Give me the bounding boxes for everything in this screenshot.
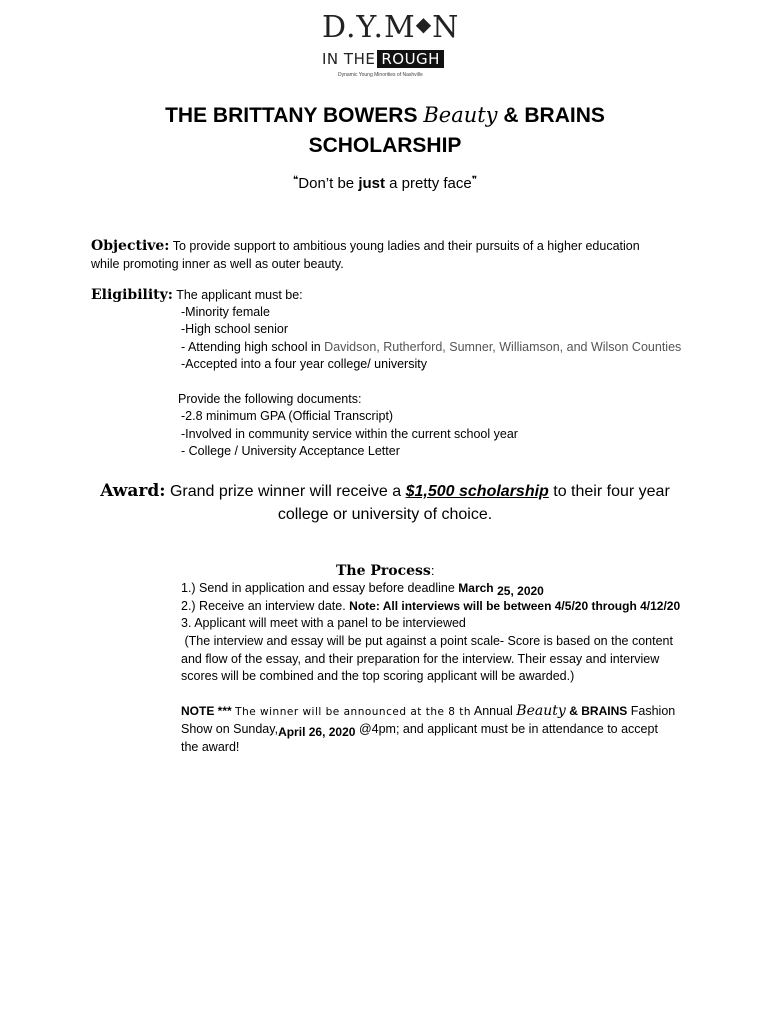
step1-date-day: 25, 2020	[497, 584, 544, 598]
eligibility-item: -Accepted into a four year college/ university	[181, 357, 427, 371]
attending-pre: - Attending high school in	[181, 340, 321, 354]
eligibility-item: -Minority female	[181, 305, 270, 319]
note-brains: & BRAINS	[569, 704, 628, 718]
award-line2: college or university of choice.	[277, 506, 493, 523]
award-label: Award:	[100, 481, 166, 501]
step2-note: Note: All interviews will be between 4/5/20 through 4/12/20	[349, 599, 681, 613]
document-item: -2.8 minimum GPA (Official Transcript)	[181, 409, 394, 423]
tagline	[0, 175, 770, 192]
attending-counties: Davidson, Rutherford, Sumner, Williamson, and Wilson Counties	[324, 340, 682, 354]
tagline-post: a pretty face	[389, 175, 472, 192]
objective-label: Objective:	[91, 238, 170, 254]
page-title-line2: SCHOLARSHIP	[308, 134, 462, 157]
note-fashion: Fashion	[630, 704, 676, 718]
objective-line1	[91, 238, 640, 256]
process-step3: 3. Applicant will meet with a panel to be interviewed	[181, 616, 466, 630]
note-line2-pre: Show on Sunday,	[181, 722, 279, 736]
page-title-line1	[0, 103, 770, 128]
note-line3: the award!	[181, 740, 240, 754]
documents-intro: Provide the following documents:	[178, 392, 362, 406]
note-date: April 26, 2020	[278, 725, 356, 739]
open-quote-icon: ❝	[292, 175, 299, 186]
award-amount: $1,500 scholarship	[405, 483, 549, 500]
process-step1	[181, 580, 544, 598]
tagline-bold: just	[358, 175, 385, 192]
note-announce: The winner will be announced at the 8 th	[235, 706, 472, 718]
logo-top-text	[322, 10, 459, 45]
step2-text: 2.) Receive an interview date.	[181, 599, 346, 613]
award-section	[0, 480, 770, 526]
close-quote-icon: ❞	[471, 175, 478, 186]
logo-letters: D.Y.M	[322, 10, 416, 45]
process-heading-text: The Process	[336, 563, 431, 579]
process-heading	[336, 562, 434, 581]
logo-letter-n: N	[432, 10, 460, 45]
step1-date-month: March	[458, 581, 494, 595]
logo-mid-text	[322, 50, 444, 68]
eligibility-line	[91, 287, 303, 305]
process-detail: scores will be combined and the top scoring applicant will be awarded.)	[181, 669, 575, 683]
eligibility-label: Eligibility:	[91, 287, 173, 303]
award-post: to their four year	[553, 483, 670, 500]
objective-line2: while promoting inner as well as outer beauty.	[91, 257, 344, 271]
title-post: & BRAINS	[503, 104, 605, 127]
eligibility-item	[181, 339, 681, 357]
award-pre: Grand prize winner will receive a	[169, 483, 402, 500]
logo-rough: ROUGH	[377, 50, 444, 68]
note-script: Beauty	[516, 703, 566, 719]
tagline-pre: Don’t be	[298, 175, 355, 192]
process-detail: (The interview and essay will be put against a point scale- Score is based on the content	[181, 634, 673, 648]
logo	[318, 8, 460, 80]
document-item: -Involved in community service within the current school year	[181, 427, 518, 441]
note-line2	[181, 721, 658, 739]
title-script: Beauty	[423, 103, 498, 127]
logo-in-the: IN THE	[322, 50, 376, 68]
eligibility-intro: The applicant must be:	[176, 288, 303, 302]
eligibility-item: -High school senior	[181, 322, 288, 336]
process-detail: and flow of the essay, and their preparation for the interview. Their essay and interview	[181, 652, 660, 666]
diamond-icon: ◆	[415, 12, 433, 36]
document-item: - College / University Acceptance Letter	[181, 444, 400, 458]
step1-text: 1.) Send in application and essay before deadline	[181, 581, 455, 595]
title-pre: THE BRITTANY BOWERS	[165, 104, 418, 127]
note-line1	[181, 703, 675, 722]
note-annual: Annual	[473, 704, 513, 718]
note-line2-post: @4pm; and applicant must be in attendance to accept	[358, 722, 658, 736]
note-label: NOTE ***	[181, 704, 232, 718]
objective-text: To provide support to ambitious young ladies and their pursuits of a higher education	[172, 239, 640, 253]
logo-tagline: Dynamic Young Minorities of Nashville	[338, 72, 423, 78]
process-step2	[181, 598, 680, 616]
process-colon: :	[430, 563, 435, 578]
